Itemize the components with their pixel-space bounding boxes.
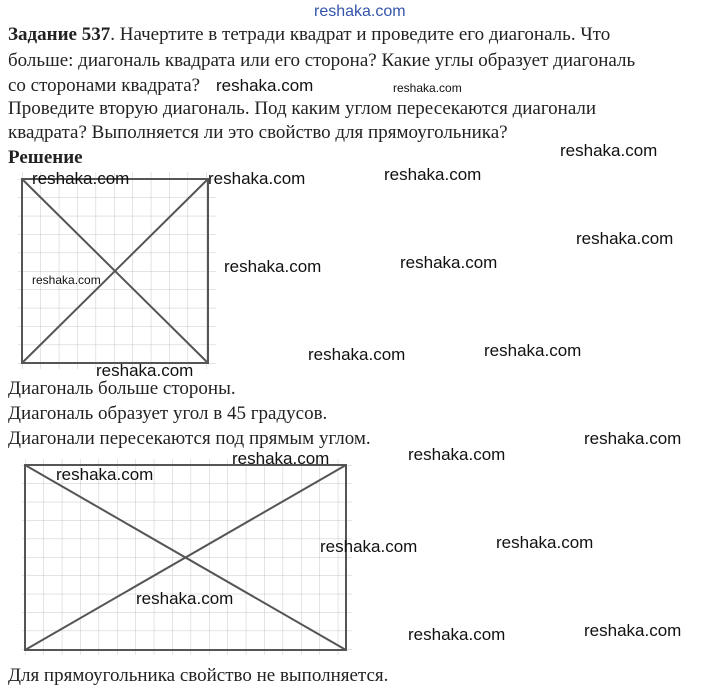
watermark: reshaka.com: [308, 345, 406, 364]
task-label: Задание 537: [8, 24, 111, 45]
answer-diagonal-longer: Диагональ больше стороны.: [8, 378, 236, 399]
watermark: reshaka.com: [584, 429, 682, 448]
watermark: reshaka.com: [232, 449, 330, 468]
watermark: reshaka.com: [400, 253, 498, 272]
task-line-4: Проведите вторую диагональ. Под каким углом пересекаются диагонали: [8, 98, 597, 119]
watermark: reshaka.com: [408, 445, 506, 464]
watermark: reshaka.com: [484, 341, 582, 360]
task-line-2: больше: диагональ квадрата или его сторона? Какие углы образует диагональ: [8, 50, 636, 71]
square-figure: [18, 172, 216, 369]
site-header-link[interactable]: reshaka.com: [314, 3, 406, 20]
solution-heading: Решение: [8, 147, 83, 168]
task-line-1-text: . Начертите в тетради квадрат и проведите его диагональ. Что: [110, 24, 611, 45]
watermark: reshaka.com: [56, 465, 154, 484]
watermark: reshaka.com: [408, 625, 506, 644]
watermark: reshaka.com: [32, 273, 101, 287]
watermark: reshaka.com: [576, 229, 674, 248]
rectangle-figure: [22, 459, 352, 655]
watermark: reshaka.com: [96, 361, 194, 380]
answer-rectangle: Для прямоугольника свойство не выполняется.: [8, 665, 389, 686]
watermark: reshaka.com: [136, 589, 234, 608]
watermark: reshaka.com: [224, 257, 322, 276]
watermark: reshaka.com: [393, 81, 462, 95]
task-line-5: квадрата? Выполняется ли это свойство для прямоугольника?: [8, 122, 508, 143]
watermark: reshaka.com: [560, 141, 658, 160]
watermark: reshaka.com: [216, 76, 314, 95]
watermark: reshaka.com: [320, 537, 418, 556]
task-line-3: со сторонами квадрата?: [8, 75, 201, 96]
watermark: reshaka.com: [384, 165, 482, 184]
watermark: reshaka.com: [208, 169, 306, 188]
watermark: reshaka.com: [496, 533, 594, 552]
answer-angle-45: Диагональ образует угол в 45 градусов.: [8, 403, 328, 424]
watermark: reshaka.com: [584, 621, 682, 640]
watermark: reshaka.com: [32, 169, 130, 188]
answer-right-angle: Диагонали пересекаются под прямым углом.: [8, 428, 371, 449]
